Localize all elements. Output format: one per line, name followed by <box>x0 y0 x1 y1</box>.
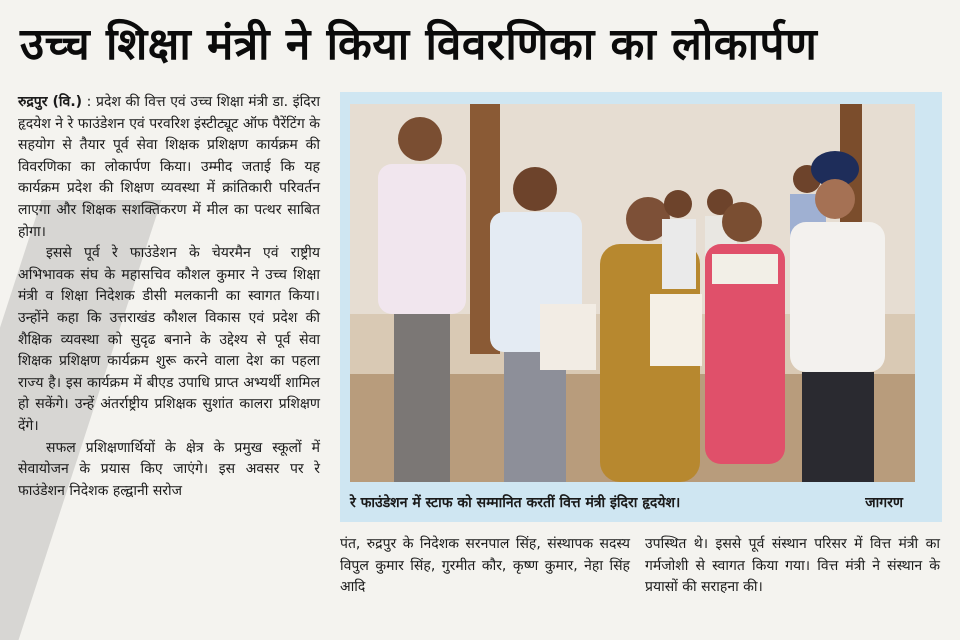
article-column-middle <box>340 534 630 599</box>
photo-caption <box>350 490 915 516</box>
photo-credit: जागरण <box>865 495 903 511</box>
headline: उच्च शिक्षा मंत्री ने किया विवरणिका का लोकार्पण <box>20 19 818 70</box>
caption-text: रे फाउंडेशन में स्टाफ को सम्मानित करतीं वित्त मंत्री इंदिरा हृदयेश। <box>350 495 681 511</box>
article-paragraph-1 <box>18 92 320 243</box>
event-photo <box>350 104 915 482</box>
event-photo-illustration <box>350 104 915 482</box>
paragraph-1-text: : प्रदेश की वित्त एवं उच्च शिक्षा मंत्री डा. इंदिरा हृदयेश ने रे फाउंडेशन एवं परवरिश इंस्टीट्यूट ऑफ पैरेंटिंग के सहयोग से तैयार पूर्व सेवा शिक्षक प्रशिक्षण कार्यक्रम की विवरणिका का लोकार्पण किया। उम्मीद जताई कि यह कार्यक्रम प्रदेश की शिक्षण व्यवस्था में क्रांतिकारी परिवर्तन लाएगा और शिक्षक सशक्तिकरण में मील का पत्थर साबित होगा। <box>18 94 320 240</box>
article-paragraph-2: इससे पूर्व रे फाउंडेशन के चेयरमैन एवं राष्ट्रीय अभिभावक संघ के महासचिव कौशल कुमार ने उच्च शिक्षा मंत्री व शिक्षा निदेशक डीसी मलकानी का स्वागत किया। उन्होंने कहा कि उत्तराखंड कौशल विकास एवं प्रदेश की शैक्षिक व्यवस्था को सुदृढ बनाने के उद्देश्य से पूर्व सेवा शिक्षक प्रशिक्षण कार्यक्रम शुरू करने वाला देश का पहला राज्य है। इस कार्यक्रम में बीएड उपाधि प्राप्त अभ्यर्थी शामिल हो सकेंगे। उन्हें अंतर्राष्ट्रीय प्रशिक्षक सुशांत कालरा प्रशिक्षण देंगे। <box>18 245 320 434</box>
article-paragraph-4: पंत, रुद्रपुर के निदेशक सरनपाल सिंह, संस्थापक सदस्य विपुल कुमार सिंह, गुरमीत कौर, कृष्ण कुमार, नेहा सिंह आदि <box>340 536 630 596</box>
dateline: रुद्रपुर (वि.) <box>18 94 83 110</box>
photo-frame <box>340 92 942 522</box>
article-column-left <box>18 92 320 502</box>
article-column-right <box>645 534 940 599</box>
article-paragraph-3: सफल प्रशिक्षणार्थियों के क्षेत्र के प्रमुख स्कूलों में सेवायोजन के प्रयास किए जाएंगे। इस अवसर पर रे फाउंडेशन निदेशक हल्द्वानी सरोज <box>18 439 320 499</box>
article-paragraph-5: उपस्थित थे। इससे पूर्व संस्थान परिसर में वित्त मंत्री का गर्मजोशी से स्वागत किया गया। वित्त मंत्री ने संस्थान के प्रयासों की सराहना की। <box>645 536 940 596</box>
